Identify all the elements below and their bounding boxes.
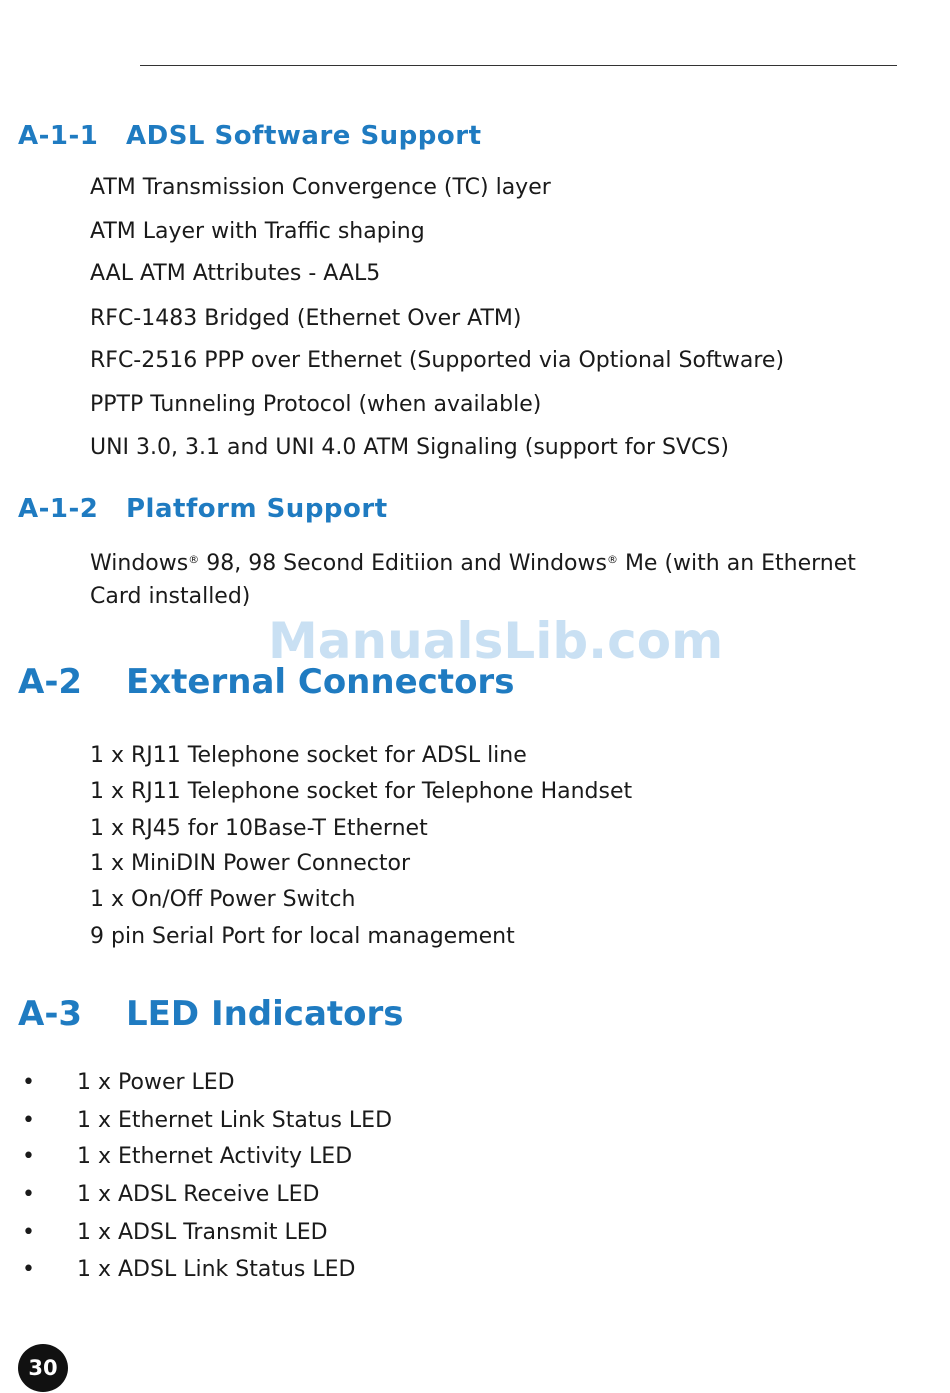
section-heading-platform	[18, 494, 388, 524]
platform-text-1: Windows	[90, 551, 189, 576]
section-heading-external-connectors	[18, 662, 514, 702]
section-number: A-1-1	[18, 121, 99, 151]
section-number: A-1-2	[18, 494, 99, 524]
section-heading-led-indicators	[18, 994, 404, 1034]
list-item-text: 1 x Power LED	[77, 1070, 235, 1095]
list-item: RFC-2516 PPP over Ethernet (Supported via Optional Software)	[90, 348, 785, 373]
list-item	[22, 1257, 355, 1283]
bullet-icon: •	[22, 1108, 35, 1133]
list-item-text: 1 x Ethernet Link Status LED	[77, 1108, 393, 1133]
list-item-text: 1 x ADSL Transmit LED	[77, 1220, 328, 1245]
list-item: RFC-1483 Bridged (Ethernet Over ATM)	[90, 306, 522, 331]
registered-mark: ®	[188, 553, 200, 566]
platform-description	[90, 543, 905, 613]
bullet-icon: •	[22, 1144, 35, 1169]
list-item: 1 x RJ45 for 10Base-T Ethernet	[90, 816, 428, 841]
section-number: A-3	[18, 994, 83, 1034]
bullet-icon: •	[22, 1182, 35, 1207]
bullet-icon: •	[22, 1257, 35, 1282]
header-rule	[140, 65, 897, 66]
list-item	[22, 1182, 319, 1208]
bullet-icon: •	[22, 1220, 35, 1245]
list-item-text: 1 x ADSL Receive LED	[77, 1182, 320, 1207]
section-title: ADSL Software Support	[126, 121, 482, 151]
list-item: PPTP Tunneling Protocol (when available)	[90, 392, 542, 417]
list-item-text: 1 x ADSL Link Status LED	[77, 1257, 356, 1282]
section-heading-adsl-software	[18, 121, 482, 151]
list-item: 1 x RJ11 Telephone socket for Telephone Handset	[90, 779, 633, 804]
list-item	[22, 1220, 328, 1246]
list-item: AAL ATM Attributes - AAL5	[90, 261, 381, 286]
list-item	[22, 1108, 392, 1134]
list-item: 1 x RJ11 Telephone socket for ADSL line	[90, 743, 527, 768]
list-item: 1 x On/Off Power Switch	[90, 887, 356, 912]
bullet-icon: •	[22, 1070, 35, 1095]
watermark: ManualsLib.com	[268, 612, 724, 670]
list-item: ATM Layer with Traffic shaping	[90, 219, 425, 244]
list-item-text: 1 x Ethernet Activity LED	[77, 1144, 353, 1169]
section-title: LED Indicators	[126, 994, 404, 1034]
list-item: ATM Transmission Convergence (TC) layer	[90, 175, 551, 200]
section-title: Platform Support	[126, 494, 388, 524]
list-item	[22, 1070, 235, 1096]
page-number: 30	[18, 1344, 68, 1392]
section-title: External Connectors	[126, 662, 515, 702]
platform-text-2: 98, 98 Second Editiion and Windows	[199, 551, 607, 576]
platform-text-3: Me (with an Ethernet Card installed)	[90, 551, 856, 609]
section-number: A-2	[18, 662, 83, 702]
list-item	[22, 1144, 352, 1170]
registered-mark: ®	[606, 553, 618, 566]
list-item: 1 x MiniDIN Power Connector	[90, 851, 411, 876]
list-item: UNI 3.0, 3.1 and UNI 4.0 ATM Signaling (support for SVCS)	[90, 435, 729, 460]
list-item: 9 pin Serial Port for local management	[90, 924, 515, 949]
